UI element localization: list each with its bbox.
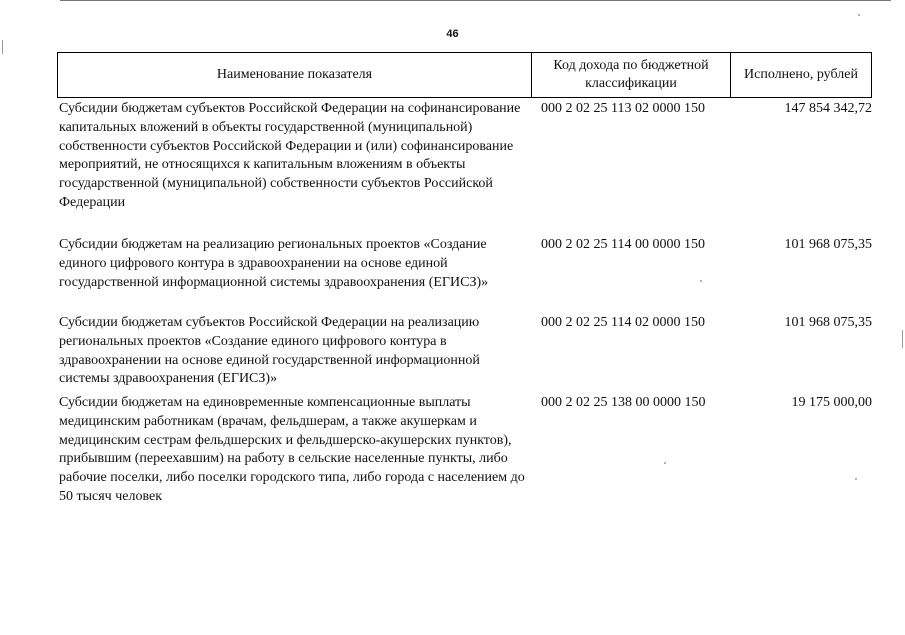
header-name-column: Наименование показателя: [58, 53, 532, 97]
header-code-column: Код дохода по бюджетной классификации: [532, 53, 731, 97]
row-name: Субсидии бюджетам на реализацию региональных проектов «Создание единого цифрового контура в здравоохранении на основе единой государственной информационной системы здравоохранения (ЕГИСЗ)»: [59, 237, 489, 290]
row-name: Субсидии бюджетам субъектов Российской Федерации на софинансирование капитальных вложений в объекты государственной (муниципальной) собственности субъектов Российской Федерации и (или) софинансирование мероприятий, не относящихся к капитальным вложениям в объекты государственной (муниципальной) собственности субъектов Российской Федерации: [59, 101, 521, 210]
page-number: 46: [446, 28, 459, 40]
row-code: 000 2 02 25 113 02 0000 150: [541, 101, 705, 116]
scan-speck: [855, 478, 857, 480]
scan-edge-mark: [2, 40, 3, 54]
row-code: 000 2 02 25 138 00 0000 150: [541, 395, 706, 410]
table-header: [57, 52, 872, 98]
scan-edge-mark: [902, 330, 903, 348]
row-name: Субсидии бюджетам субъектов Российской Федерации на реализацию региональных проектов «Создание единого цифрового контура в здравоохранении на основе единой государственной информационной системы здравоохранения (ЕГИСЗ)»: [59, 315, 480, 387]
scan-speck: [664, 462, 666, 464]
page-top-border: [60, 0, 891, 1]
row-code: 000 2 02 25 114 00 0000 150: [541, 237, 705, 252]
row-amount: 147 854 342,72: [784, 101, 872, 116]
row-name: Субсидии бюджетам на единовременные компенсационные выплаты медицинским работникам (врачам, фельдшерам, а также акушеркам и медицинским сестрам фельдшерских и фельдшерско-акушерских пунктов), прибывшим (переехавшим) на работу в сельские населенные пункты, либо рабочие поселки, либо поселки городского типа, либо города с населением до 50 тысяч человек: [59, 395, 525, 504]
row-amount: 101 968 075,35: [784, 237, 872, 252]
header-executed-column: Исполнено, рублей: [744, 67, 858, 82]
row-code: 000 2 02 25 114 02 0000 150: [541, 315, 705, 330]
scan-speck: [700, 280, 702, 282]
row-amount: 19 175 000,00: [791, 395, 872, 410]
scan-speck: [858, 14, 860, 16]
row-amount: 101 968 075,35: [784, 315, 872, 330]
